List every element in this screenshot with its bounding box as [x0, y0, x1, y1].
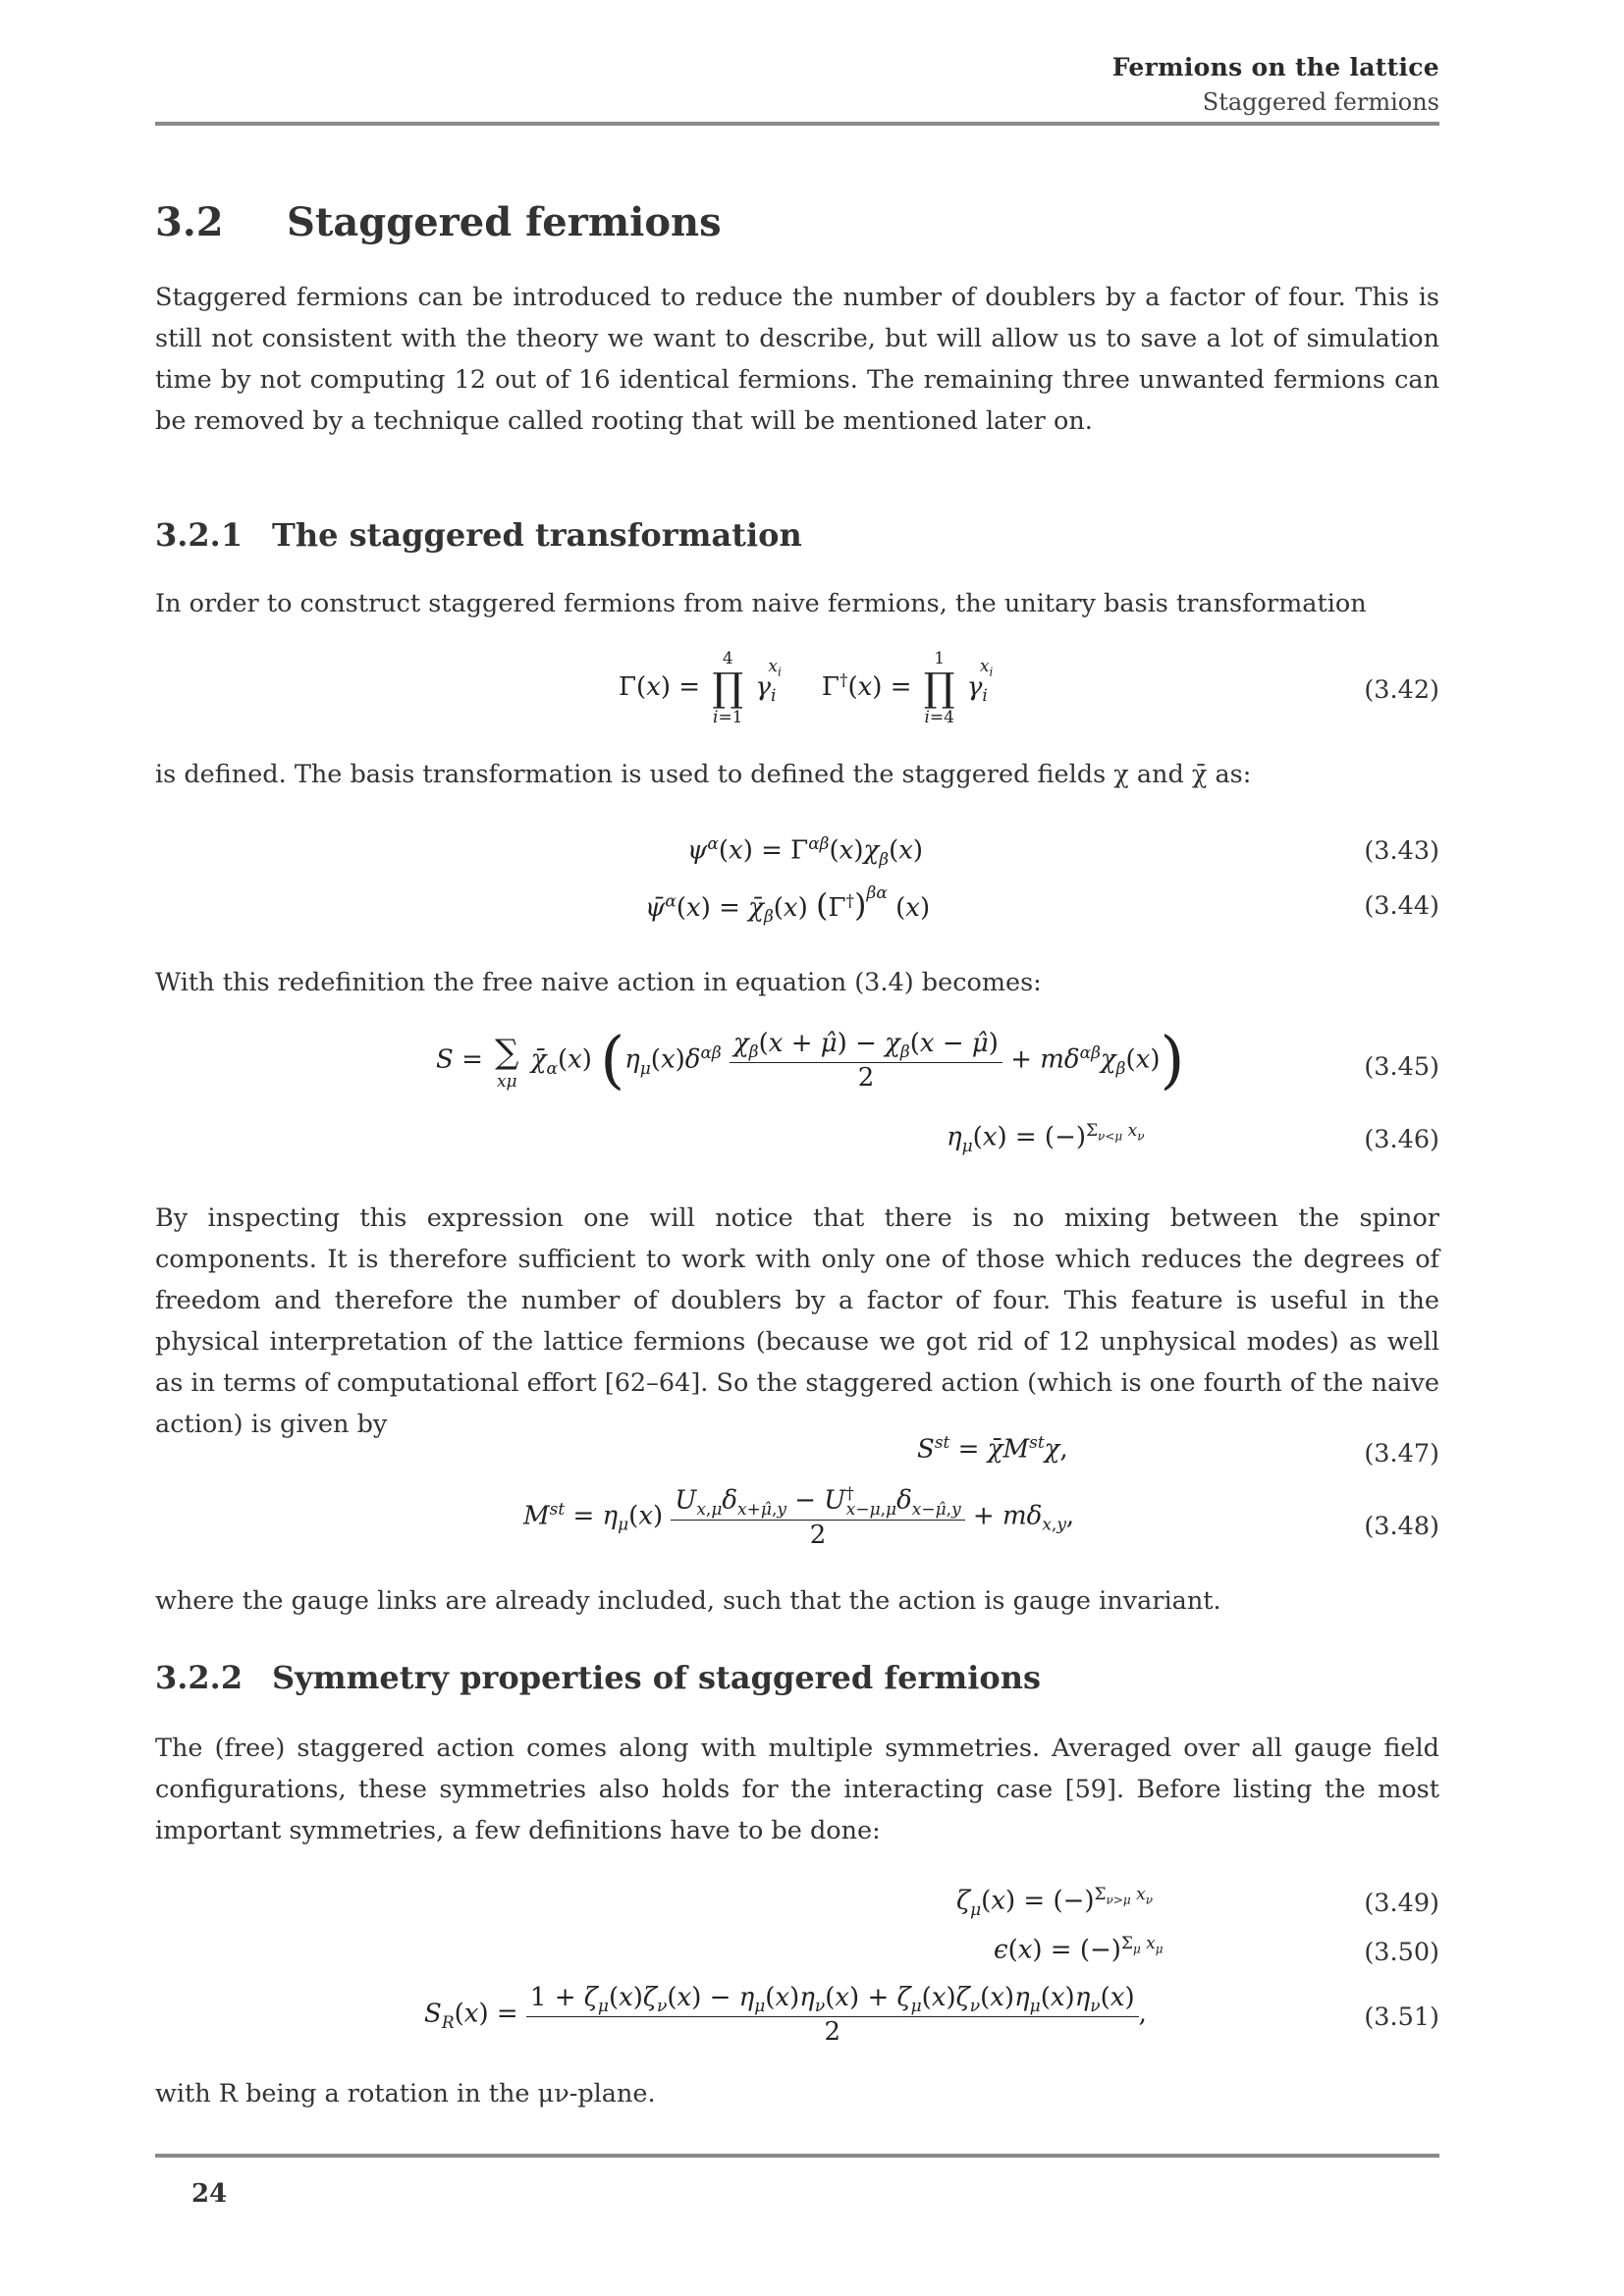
equation-number-3-50: (3.50)	[1364, 1938, 1439, 1967]
equation-number-3-47: (3.47)	[1364, 1439, 1439, 1468]
equation-number-3-43: (3.43)	[1364, 836, 1439, 866]
subsection-number-2: 3.2.2	[155, 1659, 244, 1696]
text-before-eq-3-42: In order to construct staggered fermions from naive fermions, the unitary basis transformation	[155, 589, 1367, 618]
equation-3-50: $\epsilon(x) = (-)^{\Sigma_\mu x_\mu}$	[994, 1934, 1164, 1965]
equation-3-45: S = ∑ xμ $\chī_\alpha(x)$ ($\eta_\mu(x)\delta^{\alpha\beta}$ $\frac{\chi_\beta(x + \mû) - \chi_\beta(x - \mû)}{2}$ + $m\delta^{\alpha\beta}\chi_\beta(x)$)	[436, 1024, 1185, 1097]
equation-number-3-42: (3.42)	[1364, 675, 1439, 705]
header-rule	[155, 122, 1439, 126]
text-after-eq-3-42: is defined. The basis transformation is used to defined the staggered fields χ and χ̄ as:	[155, 760, 1252, 789]
subsection-heading-2	[155, 1659, 1041, 1696]
subsection-title-1: The staggered transformation	[272, 516, 802, 554]
symmetry-paragraph: The (free) staggered action comes along with multiple symmetries. Averaged over all gauge field configurations, these symmetries also holds for the interacting case [59]. Before listing the most important symmetries, a few definitions have to be done:	[155, 1734, 1439, 1845]
text-after-eq-3-48: where the gauge links are already included, such that the action is gauge invariant.	[155, 1586, 1221, 1616]
equation-number-3-48: (3.48)	[1364, 1512, 1439, 1541]
equation-3-48: $Mst = \eta_\mu(x)$ $\frac{U_{x,\mu}\delta_{x+\mû,y} - U^\dagger_{x-\mu,\mu}\delta_{x-\mû,y}}{2}$ + $m\delta_{x,y}$,	[523, 1484, 1075, 1550]
intro-paragraph: Staggered fermions can be introduced to reduce the number of doublers by a factor of four. This is still not consistent with the theory we want to describe, but will allow us to save a lot of simulation time by not computing 12 out of 16 identical fermions. The remaining three unwanted fermions can be removed by a technique called rooting that will be mentioned later on.	[155, 283, 1439, 436]
equation-3-43: $\psi^\alpha(x) = \Gamma^{\alpha\beta}(x)\chi_\beta(x)$	[687, 834, 924, 870]
subsection-number-1: 3.2.1	[155, 516, 244, 554]
equation-number-3-46: (3.46)	[1364, 1125, 1439, 1154]
running-header-chapter: Fermions on the lattice	[1111, 53, 1439, 81]
subsection-title-2: Symmetry properties of staggered fermions	[272, 1659, 1042, 1696]
equation-number-3-44: (3.44)	[1364, 891, 1439, 921]
equation-3-44: ψ̄$^\alpha$(x) = $\chī_\beta(x)$ $(\Gamma^\dagger)^{\beta\alpha}$ (x)	[645, 883, 931, 928]
equation-3-47: $S^{st}$ = χ̄Mstχ,	[917, 1433, 1068, 1465]
section-heading	[155, 199, 722, 245]
text-before-eq-3-45: With this redefinition the free naive action in equation (3.4) becomes:	[155, 968, 1042, 997]
equation-number-3-45: (3.45)	[1364, 1052, 1439, 1082]
equation-number-3-49: (3.49)	[1364, 1889, 1439, 1918]
page-number: 24	[191, 2179, 228, 2209]
equation-number-3-51: (3.51)	[1364, 2002, 1439, 2032]
subsection-heading-1	[155, 516, 802, 554]
section-title: Staggered fermions	[287, 199, 722, 245]
equation-3-51: $S_R(x)$ = $\frac{1 + \zeta_\mu(x)\zeta_\nu(x) - \eta_\mu(x)\eta_\nu(x) + \zeta_\mu(x)\zeta_\nu(x)\eta_\mu(x)\eta_\nu(x)}{2}$ ,	[424, 1983, 1147, 2048]
footer-rule	[155, 2154, 1439, 2158]
equation-3-42: Γ(x) = 4 ∏ i=1 $\gamma_i^{x_i}$ Γ†(x) = 1 ∏ i=4 $\gamma_i^{x_i}$	[619, 649, 994, 727]
text-after-eq-3-51: with R being a rotation in the μν-plane.	[155, 2079, 656, 2109]
equation-3-46: $\eta_\mu(x) = (-)^{\Sigma_{\nu<\mu} x_\nu}$	[947, 1121, 1145, 1156]
equation-3-49: $\zeta_\mu(x) = (-)^{\Sigma_{\nu>\mu} x_\nu}$	[956, 1885, 1154, 1920]
running-header-section: Staggered fermions	[1202, 88, 1439, 116]
section-number: 3.2	[155, 199, 224, 245]
paragraph-after-eq-3-46: By inspecting this expression one will notice that there is no mixing between the spinor components. It is therefore sufficient to work with only one of those which reduces the degrees of freedom and therefore the number of doublers by a factor of four. This feature is useful in the physical interpretation of the lattice fermions (because we got rid of 12 unphysical modes) as well as in terms of computational effort [62–64]. So the staggered action (which is one fourth of the naive action) is given by	[155, 1203, 1439, 1439]
